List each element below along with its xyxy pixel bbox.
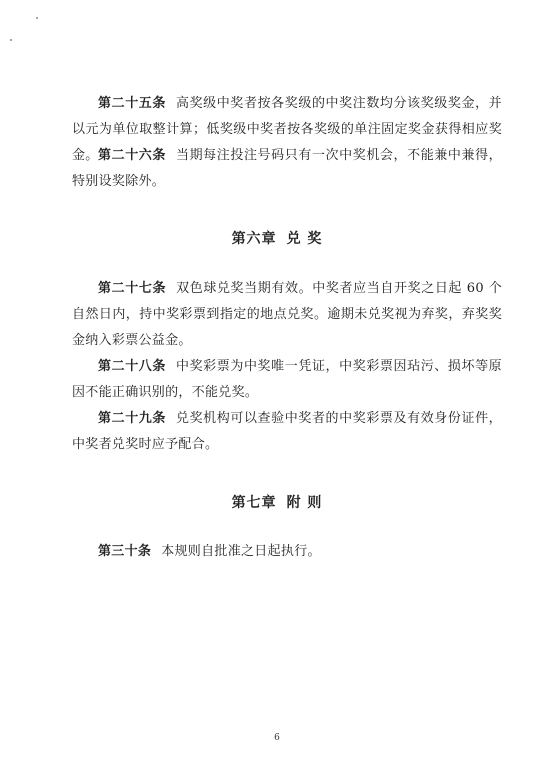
page-number: 6 xyxy=(274,733,280,743)
chapter-7-number: 第七章 xyxy=(231,495,277,511)
article-30-label: 第三十条 xyxy=(98,544,152,559)
article-29 xyxy=(72,406,502,458)
article-25-text: 高奖级中奖者按各奖级的中奖注数均分该奖级奖金，并以元为单位取整计算；低奖级中奖者按各奖级的单注固定奖金获得相应奖金。 xyxy=(72,96,502,163)
article-26-text: 当期每注投注号码只有一次中奖机会，不能兼中兼得，特别设奖除外。 xyxy=(72,148,502,189)
article-30 xyxy=(72,539,502,565)
article-28 xyxy=(72,354,502,406)
chapter-6-heading xyxy=(0,228,554,248)
chapter-7-heading xyxy=(0,492,554,512)
article-27-text: 双色球兑奖当期有效。中奖者应当自开奖之日起 60 个自然日内，持中奖彩票到指定的地点兑奖。逾期未兑奖视为弃奖，弃奖奖金纳入彩票公益金。 xyxy=(72,281,502,348)
article-28-label: 第二十八条 xyxy=(98,359,166,374)
article-28-text: 中奖彩票为中奖唯一凭证，中奖彩票因玷污、损坏等原因不能正确识别的，不能兑奖。 xyxy=(72,359,502,400)
scan-speck xyxy=(10,39,12,41)
article-27-label: 第二十七条 xyxy=(98,281,167,296)
article-26-label: 第二十六条 xyxy=(98,148,166,163)
article-25-label: 第二十五条 xyxy=(98,96,166,111)
chapter-7-title: 附 则 xyxy=(286,495,323,511)
chapter-6-number: 第六章 xyxy=(231,231,277,247)
article-27 xyxy=(72,276,502,354)
chapter-6-title: 兑 奖 xyxy=(286,231,323,247)
scan-speck xyxy=(36,17,38,19)
article-30-text: 本规则自批准之日起执行。 xyxy=(161,544,321,559)
article-29-label: 第二十九条 xyxy=(98,411,166,426)
article-29-text: 兑奖机构可以查验中奖者的中奖彩票及有效身份证件，中奖者兑奖时应予配合。 xyxy=(72,411,502,452)
article-26 xyxy=(72,143,502,195)
